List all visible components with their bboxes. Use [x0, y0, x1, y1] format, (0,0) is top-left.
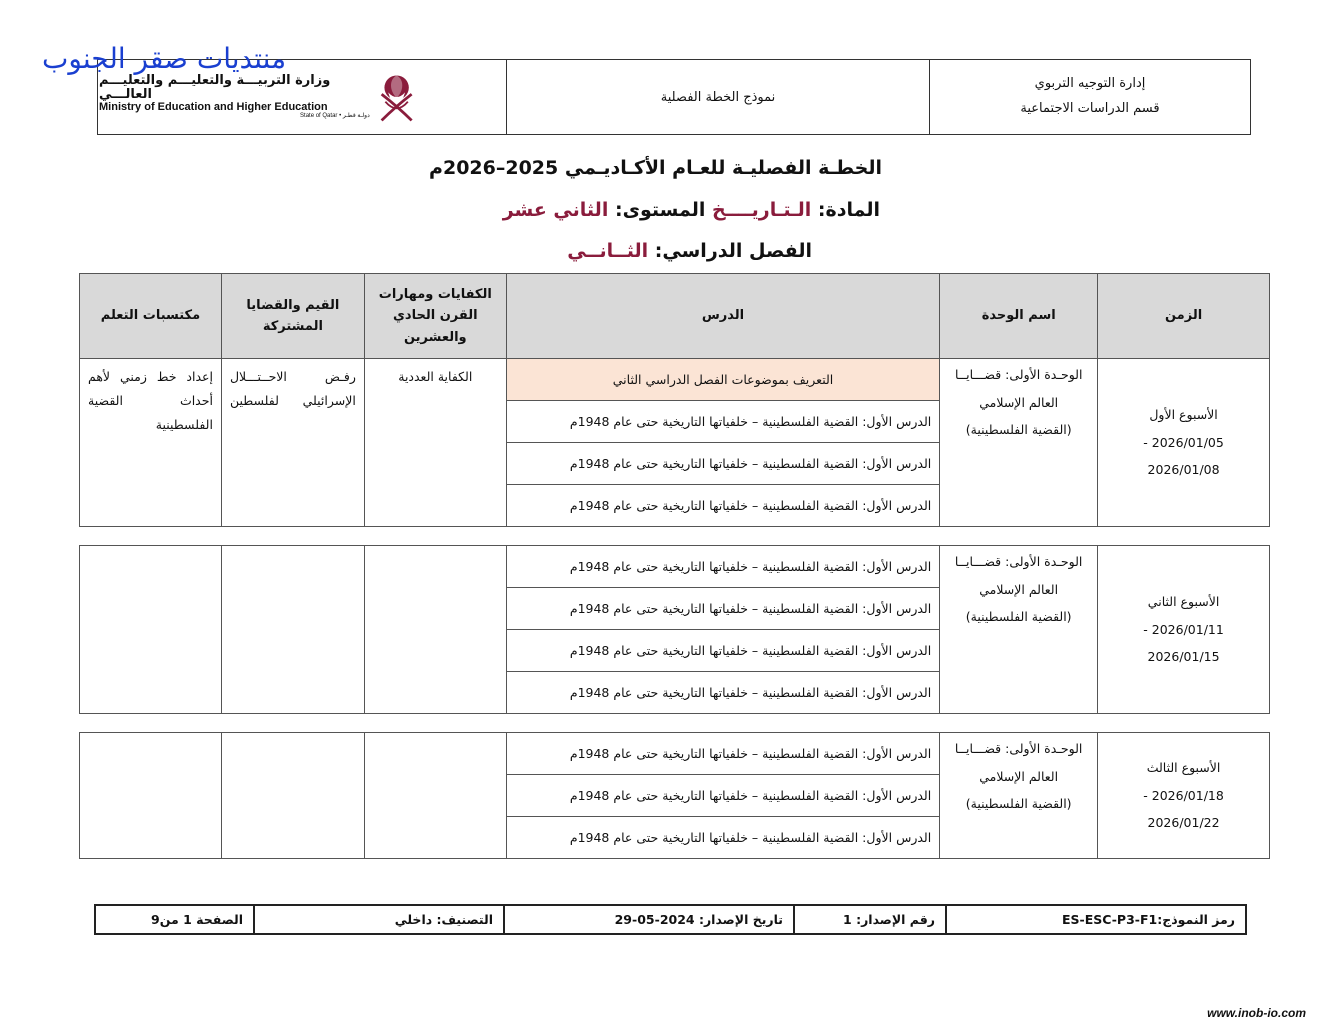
plan-table-week-1 — [79, 273, 1270, 527]
header-outcomes: مكتسبات التعلم — [80, 274, 222, 359]
department-line-1: إدارة التوجيه التربوي — [1034, 76, 1146, 92]
lesson-cell: الدرس الأول: القضية الفلسطينية – خلفياتها التاريخية حتى عام 1948م — [506, 630, 940, 672]
lesson-cell: الدرس الأول: القضية الفلسطينية – خلفياتها التاريخية حتى عام 1948م — [506, 546, 940, 588]
week-end-date: 2026/01/22 — [1147, 815, 1220, 831]
lesson-cell: الدرس الأول: القضية الفلسطينية – خلفياتها التاريخية حتى عام 1948م — [506, 775, 940, 817]
ministry-name-en: Ministry of Education and Higher Education — [99, 100, 328, 113]
state-label: State of Qatar • دولـة قطـر — [300, 113, 370, 120]
unit-line: (القضية الفلسطينية) — [965, 796, 1072, 811]
subject-value: الـتـاريــــخ — [712, 199, 812, 221]
lesson-cell: الدرس الأول: القضية الفلسطينية – خلفياتها التاريخية حتى عام 1948م — [506, 588, 940, 630]
lesson-cell: الدرس الأول: القضية الفلسطينية – خلفياتها التاريخية حتى عام 1948م — [506, 817, 940, 859]
level-value: الثاني عشر — [502, 199, 609, 221]
lesson-cell: التعريف بموضوعات الفصل الدراسي الثاني — [506, 359, 940, 401]
plan-model-title: نموذج الخطة الفصلية — [507, 60, 930, 135]
lesson-cell: الدرس الأول: القضية الفلسطينية – خلفياتها التاريخية حتى عام 1948م — [506, 443, 940, 485]
term-line — [567, 240, 812, 262]
footer-classification: التصنيف: داخلي — [254, 905, 504, 934]
unit-line: العالم الإسلامي — [979, 581, 1059, 597]
week-time-cell — [1098, 733, 1270, 859]
values-cell: رفـض الاحــتـــلال الإسرائيلي لفلسطين — [221, 359, 364, 527]
unit-line: (القضية الفلسطينية) — [965, 609, 1072, 624]
main-title: الخطـة الفصليـة للعـام الأكـاديـمي 2025–2026م — [429, 157, 882, 179]
header-competencies: الكفايات ومهارات القرن الحادي والعشرين — [364, 274, 506, 359]
lesson-cell: الدرس الأول: القضية الفلسطينية – خلفياتها التاريخية حتى عام 1948م — [506, 733, 940, 775]
site-url: www.inob-io.com — [1207, 1006, 1306, 1020]
document-footer — [94, 904, 1247, 935]
values-cell — [221, 733, 364, 859]
header-values: القيم والقضايا المشتركة — [221, 274, 364, 359]
week-label: الأسبوع الثالث — [1146, 760, 1221, 776]
week-start-date: 2026/01/05 - — [1143, 434, 1224, 450]
unit-line: الوحـدة الأولى: قضـــايــا — [954, 741, 1083, 756]
week-time-cell — [1098, 359, 1270, 527]
qatar-emblem-icon — [376, 68, 417, 126]
competencies-cell: الكفاية العددية — [364, 359, 506, 527]
values-cell — [221, 546, 364, 714]
ministry-name-ar: وزارة التربيـــة والتعليـــم والتعليـــم العالـــي — [99, 73, 331, 103]
watermark: منتديات صقر الجنوب — [42, 42, 287, 75]
lesson-cell: الدرس الأول: القضية الفلسطينية – خلفياتها التاريخية حتى عام 1948م — [506, 485, 940, 527]
outcomes-cell: إعداد خط زمني لأهم أحداث القضية الفلسطينية — [80, 359, 222, 527]
unit-name-cell — [940, 359, 1098, 527]
unit-line: العالم الإسلامي — [979, 394, 1059, 410]
unit-line: الوحـدة الأولى: قضـــايــا — [954, 367, 1083, 382]
header-unit: اسم الوحدة — [940, 274, 1098, 359]
unit-name-cell — [940, 546, 1098, 714]
header-lesson: الدرس — [506, 274, 940, 359]
plan-table-week-3 — [79, 732, 1270, 859]
term-value: الثــانــي — [567, 240, 649, 262]
competencies-cell — [364, 546, 506, 714]
lesson-cell: الدرس الأول: القضية الفلسطينية – خلفياتها التاريخية حتى عام 1948م — [506, 672, 940, 714]
unit-line: الوحـدة الأولى: قضـــايــا — [954, 554, 1083, 569]
unit-line: العالم الإسلامي — [979, 768, 1059, 784]
unit-line: (القضية الفلسطينية) — [965, 422, 1072, 437]
week-end-date: 2026/01/08 — [1147, 462, 1220, 478]
footer-model-code: رمز النموذج:ES-ESC-P3-F1 — [946, 905, 1246, 934]
week-label: الأسبوع الأول — [1149, 407, 1218, 423]
header-time: الزمن — [1098, 274, 1270, 359]
week-end-date: 2026/01/15 — [1147, 649, 1220, 665]
week-label: الأسبوع الثاني — [1147, 594, 1220, 610]
subject-label: المادة: — [817, 199, 880, 221]
footer-version: رقم الإصدار: 1 — [794, 905, 946, 934]
competencies-cell — [364, 733, 506, 859]
week-start-date: 2026/01/11 - — [1143, 621, 1224, 637]
level-label: المستوى: — [614, 199, 706, 221]
department-line-2: قسم الدراسات الاجتماعية — [1020, 101, 1160, 116]
footer-issue-date: تاريخ الإصدار: 2024-05-29 — [504, 905, 794, 934]
outcomes-cell — [80, 733, 222, 859]
unit-name-cell — [940, 733, 1098, 859]
lesson-cell: الدرس الأول: القضية الفلسطينية – خلفياتها التاريخية حتى عام 1948م — [506, 401, 940, 443]
outcomes-cell — [80, 546, 222, 714]
footer-page-number: الصفحة 1 من9 — [95, 905, 254, 934]
term-label: الفصل الدراسي: — [654, 240, 812, 262]
plan-table-week-2 — [79, 545, 1270, 714]
subject-line — [503, 199, 880, 221]
week-time-cell — [1098, 546, 1270, 714]
department-cell — [930, 60, 1251, 135]
week-start-date: 2026/01/18 - — [1143, 787, 1224, 803]
